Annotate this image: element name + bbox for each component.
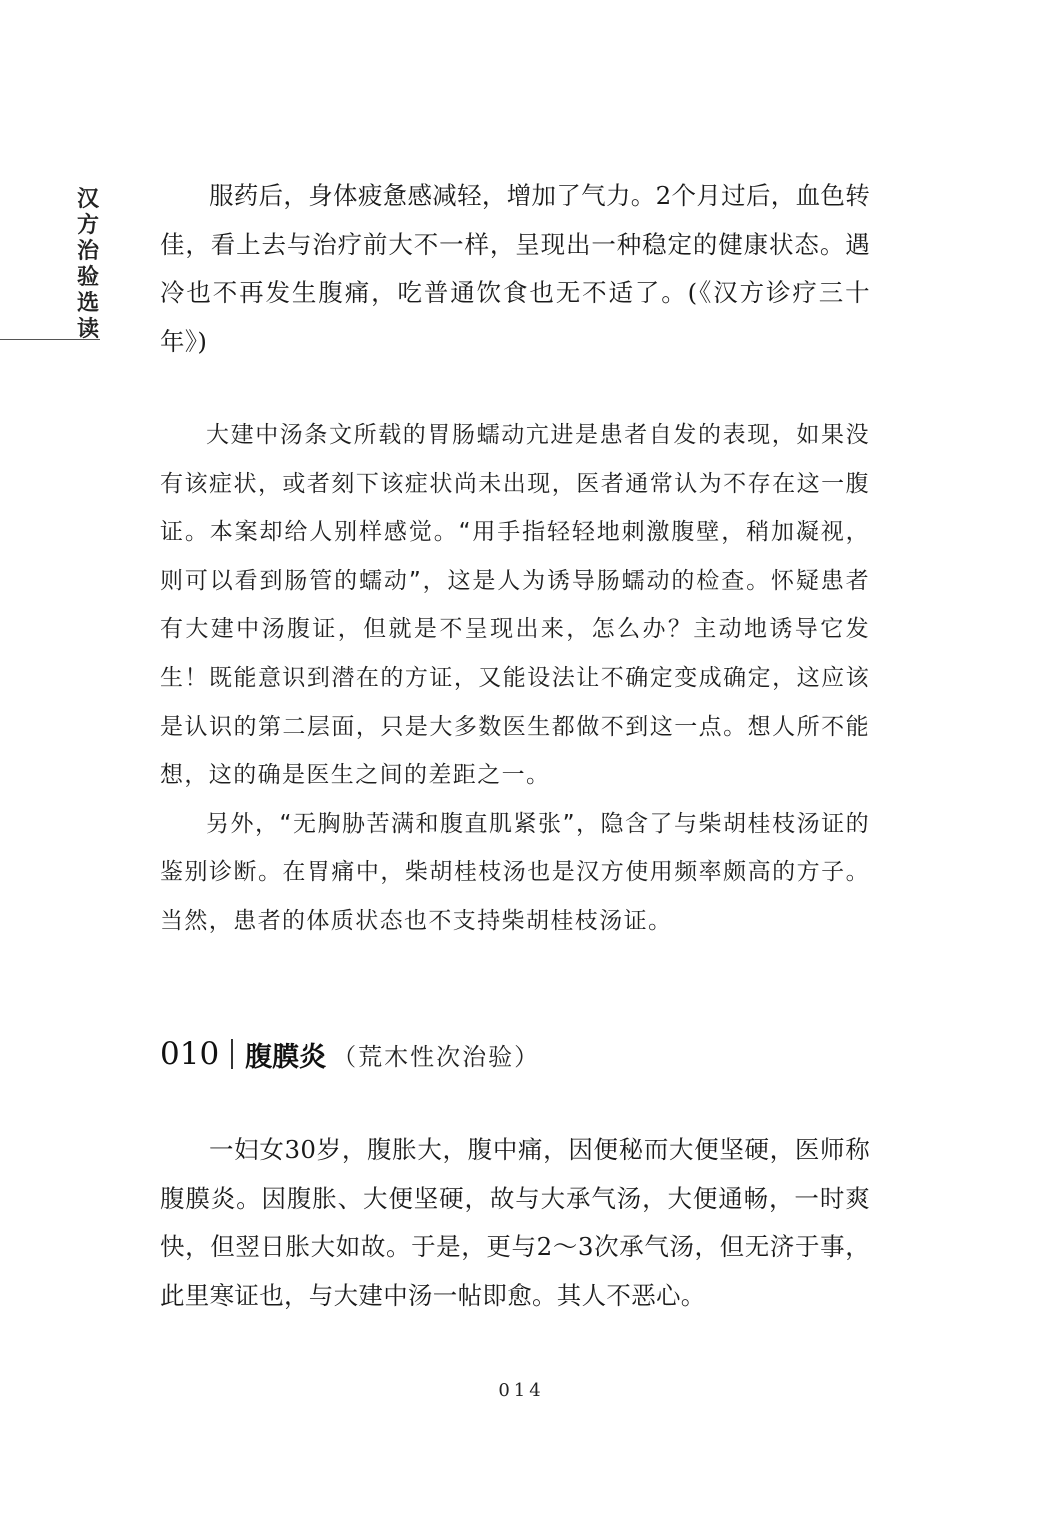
running-header-vertical bbox=[70, 186, 106, 342]
page-number: 014 bbox=[498, 1380, 545, 1401]
running-header-char: 验 bbox=[76, 264, 99, 290]
case-heading bbox=[160, 1030, 540, 1078]
case-continuation-paragraph: 服药后，身体疲惫感减轻，增加了气力。2个月过后，血色转佳，看上去与治疗前大不一样，呈现出一种稳定的健康状态。遇冷也不再发生腹痛，吃普通饮食也无不适了。(《汉方诊疗三十年》) bbox=[160, 181, 870, 356]
case-title: 腹膜炎 bbox=[245, 1041, 327, 1073]
case-body-paragraph: 一妇女30岁，腹胀大，腹中痛，因便秘而大便坚硬，医师称腹膜炎。因腹胀、大便坚硬，故与大承气汤，大便通畅，一时爽快，但翌日胀大如故。于是，更与2～3次承气汤，但无济于事，此里寒证也，与大建中汤一帖即愈。其人不恶心。 bbox=[160, 1135, 870, 1310]
running-header-char: 选 bbox=[76, 290, 99, 316]
commentary-paragraph: 大建中汤条文所载的胃肠蠕动亢进是患者自发的表现，如果没有该症状，或者刻下该症状尚未出现，医者通常认为不存在这一腹证。本案却给人别样感觉。“用手指轻轻地刺激腹壁，稍加凝视，则可以看到肠管的蠕动”，这是人为诱导肠蠕动的检查。怀疑患者有大建中汤腹证，但就是不呈现出来，怎么办？主动地诱导它发生！既能意识到潜在的方证，又能设法让不确定变成确定，这应该是认识的第二层面，只是大多数医生都做不到这一点。想人所不能想，这的确是医生之间的差距之一。 bbox=[160, 422, 870, 789]
heading-divider bbox=[231, 1039, 233, 1069]
case-body bbox=[160, 1126, 870, 1320]
running-header-char: 治 bbox=[76, 238, 99, 264]
header-divider bbox=[0, 339, 100, 340]
running-header-char: 读 bbox=[76, 316, 99, 342]
commentary-paragraph: 另外，“无胸胁苦满和腹直肌紧张”，隐含了与柴胡桂枝汤证的鉴别诊断。在胃痛中，柴胡桂枝汤也是汉方使用频率颇高的方子。当然，患者的体质状态也不支持柴胡桂枝汤证。 bbox=[160, 810, 870, 934]
commentary-section bbox=[160, 411, 870, 946]
case-continuation bbox=[160, 172, 870, 366]
case-source: （荒木性次治验） bbox=[332, 1042, 541, 1071]
case-number: 010 bbox=[160, 1036, 220, 1072]
running-header-char: 汉 bbox=[76, 186, 99, 212]
running-header-char: 方 bbox=[76, 212, 99, 238]
